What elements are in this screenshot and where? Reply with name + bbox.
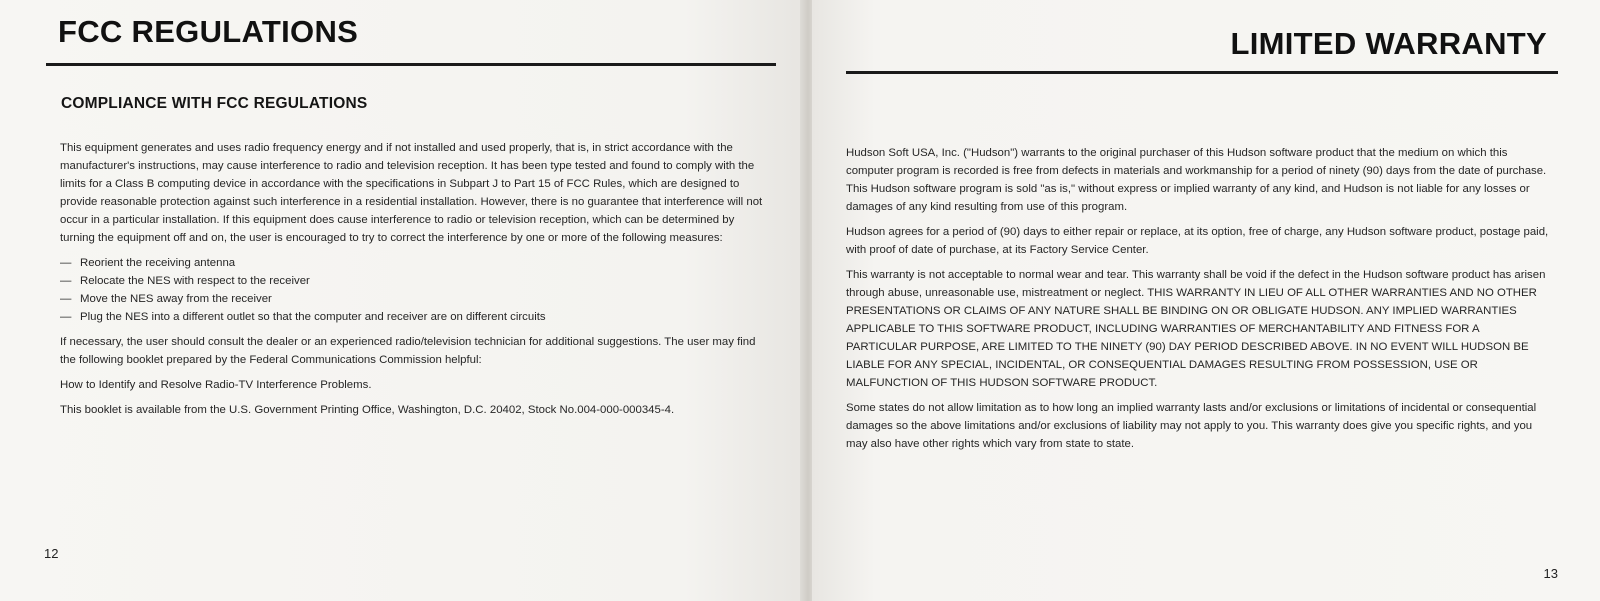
list-item: — Reorient the receiving antenna xyxy=(60,254,768,272)
measure-text: Reorient the receiving antenna xyxy=(80,257,236,269)
fcc-paragraph-3: How to Identify and Resolve Radio-TV Interference Problems. xyxy=(60,379,372,391)
measure-text: Move the NES away from the receiver xyxy=(80,293,272,305)
page-title-fcc: FCC REGULATIONS xyxy=(58,14,359,49)
page-title-warranty: LIMITED WARRANTY xyxy=(1230,26,1547,61)
fcc-paragraph-1: This equipment generates and uses radio frequency energy and if not installed and used properly, that is, in strict accordance with the manufacturer's instructions, may cause interference to radio and television reception. It has been type tested and found to comply with the limits for a Class B computing device in accordance with the specifications in Subpart J to Part 15 of FCC Rules, which are designed to provide reasonable protection against such interference in a residential installation. However, there is no guarantee that interference will not occur in a particular installation. If this equipment does cause interference to radio or television reception, which can be determined by turning the equipment off and on, the user is encouraged to try to correct the interference by one or more of the following measures: xyxy=(60,142,763,244)
title-rule xyxy=(46,63,776,66)
warranty-paragraph-2: Hudson agrees for a period of (90) days to either repair or replace, at its option, free of charge, any Hudson software product, postage paid, with proof of date of purchase, at its Factory Service Center. xyxy=(846,226,1549,256)
fcc-paragraph-4: This booklet is available from the U.S. Government Printing Office, Washington, D.C. 20402, Stock No.004-000-000345-4. xyxy=(60,404,675,416)
warranty-paragraph-3: This warranty is not acceptable to normal wear and tear. This warranty shall be void if the defect in the Hudson software product has arisen through abuse, unreasonable use, mistreatment or neglect. THIS WARRANTY IN LIEU OF ALL OTHER WARRANTIES AND NO OTHER PRESENTATIONS OR CLAIMS OF ANY NATURE SHALL BE BINDING ON OR OBLIGATE HUDSON. ANY IMPLIED WARRANTIES APPLICABLE TO THIS SOFTWARE PRODUCT, INCLUDING WARRANTIES OF MERCHANTABILITY AND FITNESS FOR A PARTICULAR PURPOSE, ARE LIMITED TO THE NINETY (90) DAY PERIOD DESCRIBED ABOVE. IN NO EVENT WILL HUDSON BE LIABLE FOR ANY SPECIAL, INCIDENTAL, OR CONSEQUENTIAL DAMAGES RESULTING FROM POSSESSION, USE OR MALFUNCTION OF THIS HUDSON SOFTWARE PRODUCT. xyxy=(846,269,1546,389)
fcc-body xyxy=(60,139,768,426)
measure-text: Plug the NES into a different outlet so that the computer and receiver are on different circuits xyxy=(80,311,546,323)
warranty-paragraph-4: Some states do not allow limitation as to how long an implied warranty lasts and/or exclusions or limitations of incidental or consequential damages so the above limitations and/or exclusions of liability may not apply to you. This warranty does give you specific rights, and you may also have other rights which vary from state to state. xyxy=(846,402,1537,450)
list-item: — Plug the NES into a different outlet so that the computer and receiver are on different circuits xyxy=(60,308,768,326)
title-rule xyxy=(846,71,1558,74)
page-number-left: 12 xyxy=(44,546,59,561)
list-item: — Move the NES away from the receiver xyxy=(60,290,768,308)
measure-text: Relocate the NES with respect to the receiver xyxy=(80,275,310,287)
warranty-body xyxy=(846,144,1551,460)
page-number-right: 13 xyxy=(1543,566,1558,581)
fcc-paragraph-2: If necessary, the user should consult the dealer or an experienced radio/television technician for additional suggestions. The user may find the following booklet prepared by the Federal Communications Commission helpful: xyxy=(60,336,756,366)
measures-list xyxy=(60,254,768,326)
right-page xyxy=(812,0,1600,601)
list-item: — Relocate the NES with respect to the receiver xyxy=(60,272,768,290)
section-heading-compliance: COMPLIANCE WITH FCC REGULATIONS xyxy=(61,95,368,112)
warranty-paragraph-1: Hudson Soft USA, Inc. ("Hudson") warrants to the original purchaser of this Hudson software product that the medium on which this computer program is recorded is free from defects in materials and workmanship for a period of ninety (90) days from the date of purchase. This Hudson software program is sold "as is," without express or implied warranty of any kind, and Hudson is not liable for any losses or damages of any kind resulting from use of this program. xyxy=(846,147,1547,213)
